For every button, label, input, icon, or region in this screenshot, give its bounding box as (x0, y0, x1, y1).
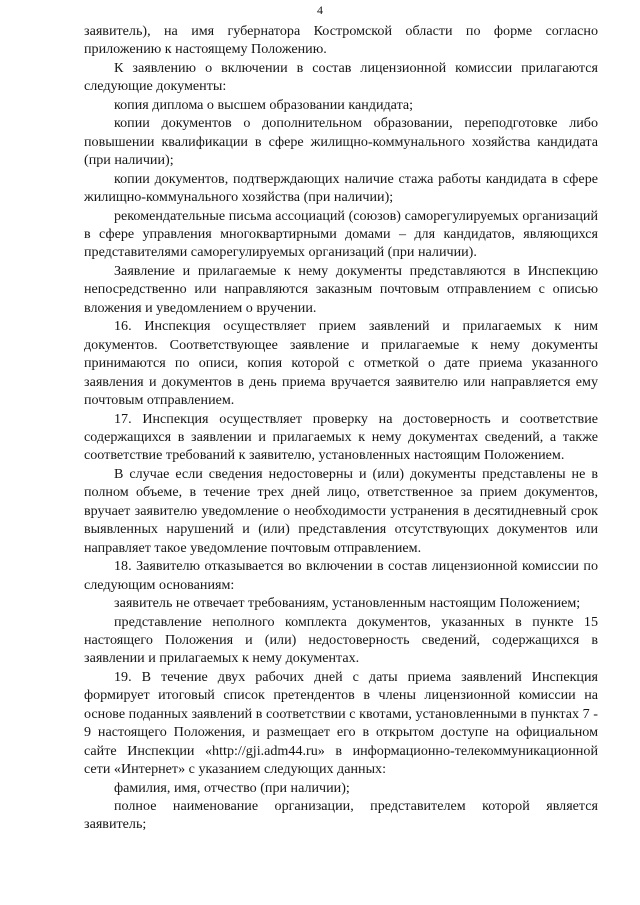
list-item: полное наименование организации, представителем которой является заявитель; (84, 798, 598, 833)
paragraph: Заявление и прилагаемые к нему документы представляются в Инспекцию непосредственно или направляются заказным почтовым отправлением с описью вложения и уведомлением о вручении. (84, 262, 598, 316)
list-item: копия диплома о высшем образовании кандидата; (114, 96, 414, 113)
list-item: фамилия, имя, отчество (при наличии); (114, 779, 350, 796)
page-number: 4 (317, 3, 323, 17)
paragraph: В случае если сведения недостоверны и (или) документы представлены не в полном объеме, в течение трех дней лицо, ответственное за прием документов, вручает заявителю уведомление о необходимости устранения в десятидневный срок выявленных нарушений и (или) представления отсутствующих документов или направляет такое уведомление почтовым отправлением. (84, 465, 598, 556)
list-item: копии документов о дополнительном образовании, переподготовке либо повышении квалификации в сфере жилищно-коммунального хозяйства кандидата (при наличии); (84, 115, 598, 169)
paragraph: заявитель), на имя губернатора Костромской области по форме согласно приложению к настоящему Положению. (84, 23, 598, 58)
list-item: заявитель не отвечает требованиям, установленным настоящим Положением; (114, 595, 581, 612)
list-item: представление неполного комплекта документов, указанных в пункте 15 настоящего Положения и (или) недостоверность сведений, содержащихся в заявлении и прилагаемых к нему документах. (84, 613, 598, 667)
paragraph-17: 17. Инспекция осуществляет проверку на достоверность и соответствие содержащихся в заявлении и прилагаемых к нему документах сведений, а также соответствие требований к заявителю, установленных настоящим Положением. (84, 410, 598, 464)
list-item: копии документов, подтверждающих наличие стажа работы кандидата в сфере жилищно-коммунального хозяйства (при наличии); (84, 170, 598, 206)
document-body (84, 0, 598, 834)
list-item: рекомендательные письма ассоциаций (союзов) саморегулируемых организаций в сфере управления многоквартирными домами – для кандидатов, являющихся представителями саморегулируемых организаций (при наличии). (84, 207, 598, 261)
paragraph-19: 19. В течение двух рабочих дней с даты приема заявлений Инспекция формирует итоговый список претендентов в члены лицензионной комиссии на основе поданных заявлений в соответствии с квотами, установленными в пунктах 7 - 9 настоящего Положения, и размещает его в открытом доступе на официальном сайте Инспекции «http://gji.adm44.ru» в информационно-телекоммуникационной сети «Интернет» с указанием следующих данных: (84, 668, 598, 778)
paragraph-18: 18. Заявителю отказывается во включении в состав лицензионной комиссии по следующим основаниям: (84, 558, 598, 593)
paragraph-16: 16. Инспекция осуществляет прием заявлений и прилагаемых к ним документов. Соответствующее заявление и прилагаемые к нему документы принимаются по описи, копия которой с отметкой о дате приема указанного заявления и документов в день приема вручается заявителю или направляется ему почтовым отправлением. (84, 318, 598, 409)
paragraph: К заявлению о включении в состав лицензионной комиссии прилагаются следующие документы: (84, 59, 598, 95)
